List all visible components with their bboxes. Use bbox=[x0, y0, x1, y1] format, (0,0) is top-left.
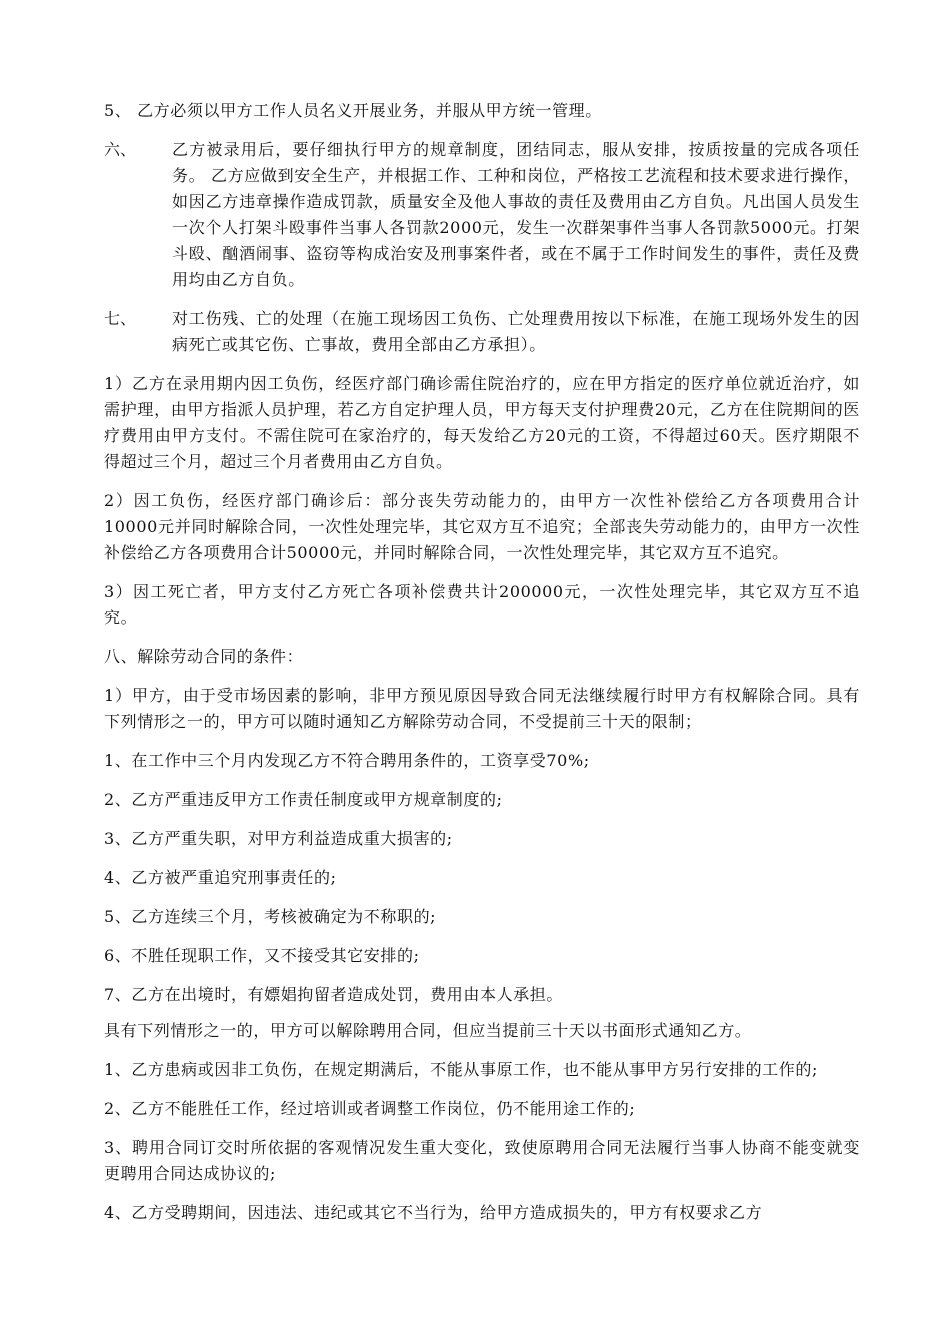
clause-5: 5、 乙方必须以甲方工作人员名义开展业务，并服从甲方统一管理。 bbox=[104, 101, 602, 120]
list-item: 3、乙方严重失职，对甲方利益造成重大损害的; bbox=[104, 829, 453, 848]
section-eight-heading: 八、解除劳动合同的条件： bbox=[104, 647, 304, 666]
clause-six bbox=[104, 137, 860, 293]
list-item: 6、不胜任现职工作，又不接受其它安排的; bbox=[104, 946, 420, 965]
list-item: 2、乙方严重违反甲方工作责任制度或甲方规章制度的; bbox=[104, 790, 503, 809]
list-item: 1、在工作中三个月内发现乙方不符合聘用条件的，工资享受70%; bbox=[104, 751, 590, 770]
clause-seven-number: 七、 bbox=[104, 309, 137, 328]
list-item: 1、乙方患病或因非工负伤，在规定期满后，不能从事原工作，也不能从事甲方另行安排的工作的; bbox=[104, 1060, 818, 1079]
clause-seven-body: 对工伤残、亡的处理（在施工现场因工负伤、亡处理费用按以下标准，在施工现场外发生的因病死亡或其它伤、亡事故，费用全部由乙方承担）。 bbox=[172, 309, 860, 354]
injury-item-3: 3）因工死亡者，甲方支付乙方死亡各项补偿费共计200000元，一次性处理完毕，其它双方互不追究。 bbox=[104, 582, 860, 627]
list-item: 5、乙方连续三个月，考核被确定为不称职的; bbox=[104, 907, 437, 926]
clause-six-body: 乙方被录用后，要仔细执行甲方的规章制度，团结同志，服从安排，按质按量的完成各项任务。 乙方应做到安全生产，并根据工作、工种和岗位，严格按工艺流程和技术要求进行操作，如因乙方违章操作造成罚款，质量安全及他人事故的责任及费用由乙方自负。凡出国人员发生一次个人打架斗殴事件当事人各罚款2000元，发生一次群架事件当事人各罚款5000元。打架斗殴、酗酒闹事、盗窃等构成治安及刑事案件者，或在不属于工作时间发生的事件，责任及费用均由乙方自负。 bbox=[172, 140, 860, 289]
list-item: 2、乙方不能胜任工作，经过培训或者调整工作岗位，仍不能用途工作的; bbox=[104, 1099, 636, 1118]
notice-termination-intro: 具有下列情形之一的，甲方可以解除聘用合同，但应当提前三十天以书面形式通知乙方。 bbox=[104, 1021, 752, 1040]
clause-seven bbox=[104, 306, 860, 358]
list-item: 3、聘用合同订交时所依据的客观情况发生重大变化，致使原聘用合同无法履行当事人协商不能变就变更聘用合同达成协议的; bbox=[104, 1138, 860, 1183]
list-item: 4、乙方被严重追究刑事责任的; bbox=[104, 868, 337, 887]
list-item: 4、乙方受聘期间，因违法、违纪或其它不当行为，给甲方造成损失的，甲方有权要求乙方 bbox=[104, 1203, 763, 1222]
injury-item-1: 1）乙方在录用期内因工负伤，经医疗部门确诊需住院治疗的，应在甲方指定的医疗单位就近治疗，如需护理，由甲方指派人员护理，若乙方自定护理人员，甲方每天支付护理费20元，乙方在住院期间的医疗费用由甲方支付。不需住院可在家治疗的，每天发给乙方20元的工资，不得超过60天。医疗期限不得超过三个月，超过三个月者费用由乙方自负。 bbox=[104, 374, 860, 471]
list-item: 7、乙方在出境时，有嫖娼拘留者造成处罚，费用由本人承担。 bbox=[104, 985, 563, 1004]
termination-intro: 1）甲方，由于受市场因素的影响，非甲方预见原因导致合同无法继续履行时甲方有权解除合同。具有下列情形之一的，甲方可以随时通知乙方解除劳动合同，不受提前三十天的限制； bbox=[104, 686, 860, 731]
clause-six-number: 六、 bbox=[104, 140, 137, 159]
injury-item-2: 2）因工负伤，经医疗部门确诊后：部分丧失劳动能力的，由甲方一次性补偿给乙方各项费用合计10000元并同时解除合同，一次性处理完毕，其它双方互不追究；全部丧失劳动能力的，由甲方一次性补偿给乙方各项费用合计50000元，并同时解除合同，一次性处理完毕，其它双方互不追究。 bbox=[104, 491, 860, 562]
